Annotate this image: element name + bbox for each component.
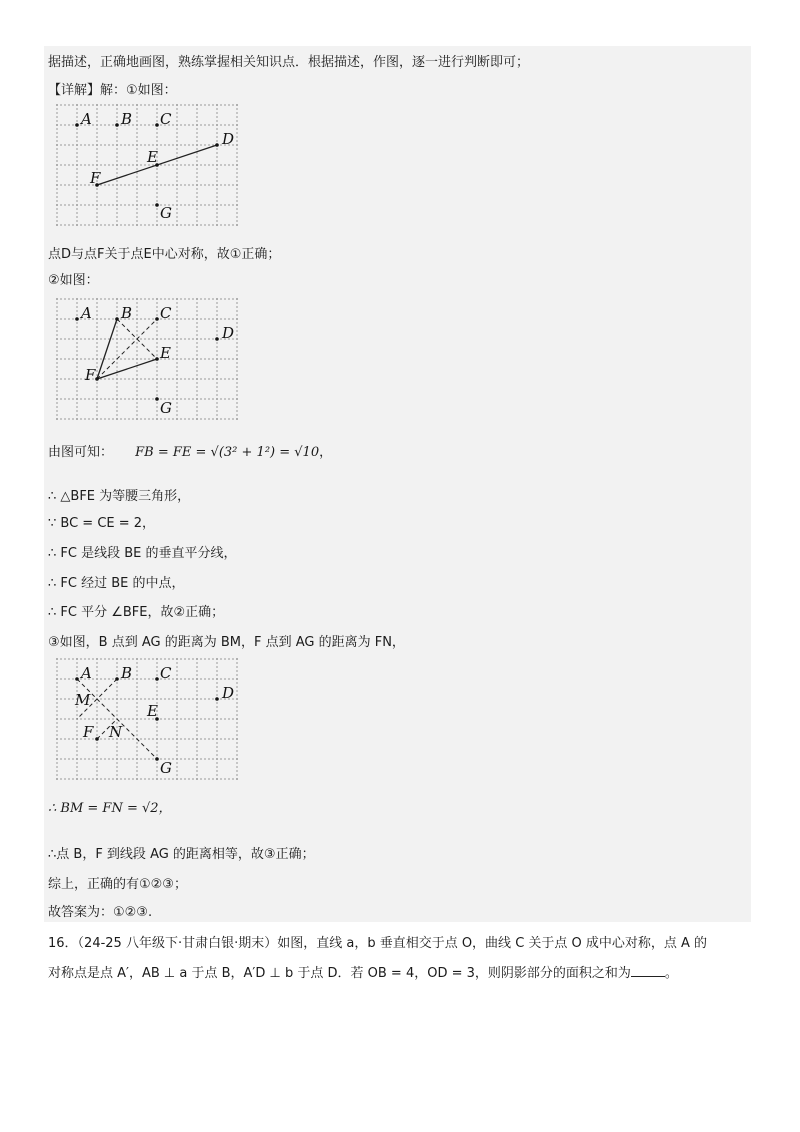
summary-line: 综上，正确的有①②③； bbox=[48, 877, 187, 892]
label-D: D bbox=[222, 324, 235, 342]
label-B: B bbox=[121, 664, 133, 682]
proof-line-5: ∴ FC 平分 ∠BFE，故②正确； bbox=[48, 605, 225, 620]
conclusion-1: 点D与点F关于点E中心对称，故①正确； bbox=[48, 247, 281, 262]
proof-line-4: ∴ FC 经过 BE 的中点， bbox=[48, 576, 185, 591]
point-B bbox=[115, 677, 119, 681]
proof-line-1: ∴ △BFE 为等腰三角形， bbox=[48, 489, 191, 504]
question-16-line-1: 16．（24-25 八年级下·甘肃白银·期末）如图，直线 a，b 垂直相交于点 O，曲线 C 关于点 O 成中心对称，点 A 的 bbox=[48, 936, 708, 951]
label-A: A bbox=[81, 664, 92, 682]
analysis-line-1: 据描述，正确地画图，熟练掌握相关知识点．根据描述，作图，逐一进行判断即可； bbox=[48, 55, 530, 70]
label-B: B bbox=[121, 304, 133, 322]
step-3-heading: ③如图，B 点到 AG 的距离为 BM，F 点到 AG 的距离为 FN， bbox=[48, 635, 405, 650]
point-C bbox=[155, 317, 159, 321]
label-A: A bbox=[81, 110, 92, 128]
point-E bbox=[155, 357, 159, 361]
answer-blank[interactable] bbox=[631, 964, 665, 977]
label-A: A bbox=[81, 304, 92, 322]
point-C bbox=[155, 123, 159, 127]
proof-line-6: ∴ BM = FN = √2， bbox=[48, 801, 172, 816]
grid-figure-3 bbox=[56, 658, 242, 782]
radical-formula: FB = FE = √(3² + 1²) = √10 bbox=[135, 445, 320, 460]
point-G bbox=[155, 757, 159, 761]
label-F: F bbox=[85, 366, 96, 384]
question-16-line-2: 对称点是点 A′，AB ⊥ a 于点 B，A′D ⊥ b 于点 D．若 OB = 4，OD = 3，则阴影部分的面积之和为 。 bbox=[48, 966, 678, 981]
label-G: G bbox=[160, 399, 172, 417]
label-D: D bbox=[222, 684, 235, 702]
label-C: C bbox=[160, 304, 172, 322]
label-C: C bbox=[160, 664, 172, 682]
proof-line-7: ∴点 B，F 到线段 AG 的距离相等，故③正确； bbox=[48, 847, 315, 862]
label-M: M bbox=[75, 691, 91, 709]
label-E: E bbox=[160, 344, 171, 362]
point-D bbox=[215, 697, 219, 701]
label-F: F bbox=[90, 169, 101, 187]
label-F: F bbox=[83, 723, 94, 741]
proof-line-2: ∵ BC = CE = 2， bbox=[48, 516, 156, 531]
segment-FE bbox=[97, 359, 157, 379]
point-A bbox=[75, 317, 79, 321]
label-G: G bbox=[160, 204, 172, 222]
label-N: N bbox=[109, 723, 123, 741]
detail-heading: 【详解】解：①如图： bbox=[48, 83, 177, 98]
point-G bbox=[155, 203, 159, 207]
label-D: D bbox=[222, 130, 235, 148]
label-E: E bbox=[147, 148, 158, 166]
answer-line: 故答案为：①②③. bbox=[48, 905, 153, 920]
point-B bbox=[115, 123, 119, 127]
point-B bbox=[115, 317, 119, 321]
point-F bbox=[95, 377, 99, 381]
point-D bbox=[215, 143, 219, 147]
point-F bbox=[95, 737, 99, 741]
grid-figure-2 bbox=[56, 298, 242, 422]
point-D bbox=[215, 337, 219, 341]
point-C bbox=[155, 677, 159, 681]
segment-FC bbox=[97, 319, 157, 379]
formula-line: 由图可知： FB = FE = √(3² + 1²) = √10， bbox=[48, 445, 333, 460]
grid-figure-1 bbox=[56, 104, 242, 228]
point-A bbox=[75, 123, 79, 127]
point-A bbox=[75, 677, 79, 681]
proof-line-3: ∴ FC 是线段 BE 的垂直平分线， bbox=[48, 546, 237, 561]
label-C: C bbox=[160, 110, 172, 128]
segment-FB bbox=[97, 319, 117, 379]
step-2-heading: ②如图： bbox=[48, 273, 99, 288]
label-G: G bbox=[160, 759, 172, 777]
label-E: E bbox=[147, 702, 158, 720]
label-B: B bbox=[121, 110, 133, 128]
point-G bbox=[155, 397, 159, 401]
